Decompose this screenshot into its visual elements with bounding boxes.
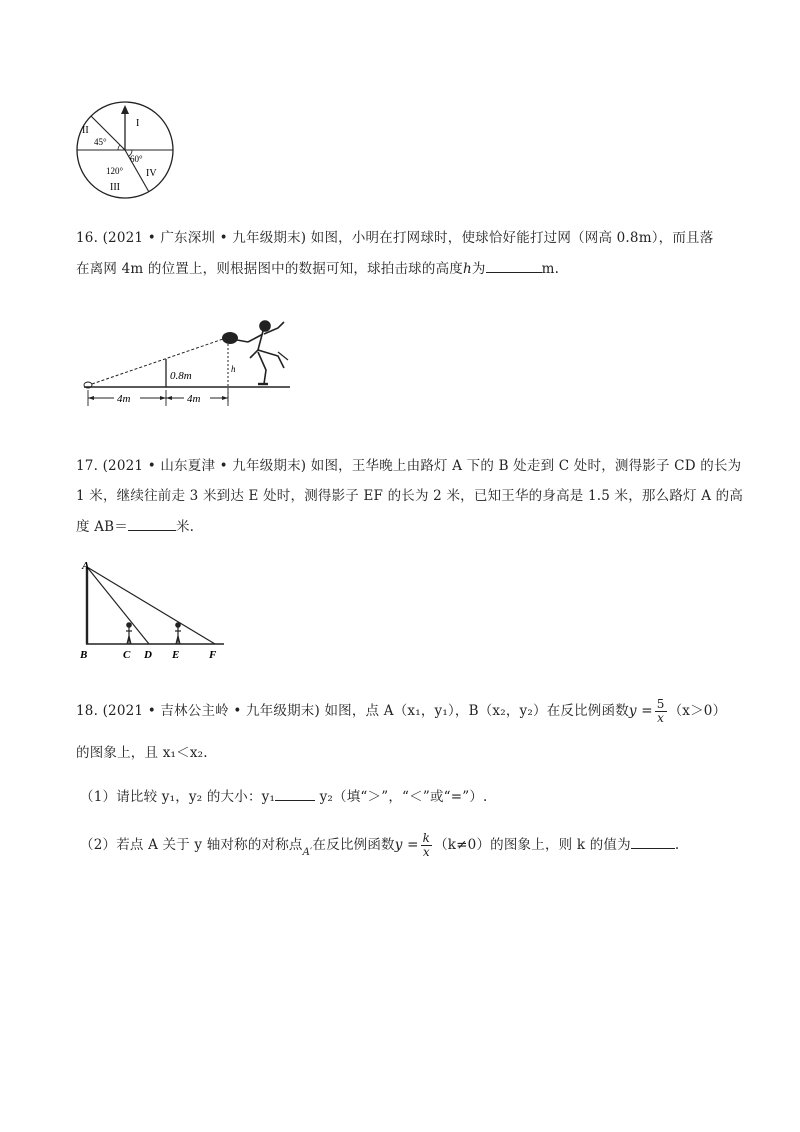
q17-text-2: 1 米，继续往前走 3 米到达 E 处时，测得影子 EF 的长为 2 米，已知王华的身高是 1.5 米，那么路灯 A 的高 (76, 488, 744, 504)
q18-text-3: 的图象上，且 x₁＜x₂. (76, 745, 208, 761)
q18-point-A-prime: A′ (302, 847, 313, 858)
q18-sub2-text-2: 在反比例函数 (312, 837, 395, 853)
q17-line3 (76, 516, 194, 537)
q18-text-1: (2021 • 吉林公主岭 • 九年级期末) 如图，点 A（x₁，y₁），B（x₂，y₂）在反比例函数 (102, 703, 629, 719)
q17-line2 (76, 486, 743, 506)
label-I: I (136, 118, 140, 129)
label-E: E (172, 649, 180, 661)
angle-60-label: 60° (130, 154, 143, 164)
q18-sub1-answer-blank[interactable] (275, 786, 315, 801)
label-III: III (110, 182, 120, 193)
q16-text-3: 为 (471, 261, 486, 277)
arrow-head-icon (121, 105, 129, 114)
label-F: F (209, 649, 217, 661)
q18-y-eq-2: y = (394, 837, 419, 853)
q18-fraction-k-over-x: $\frac{k}{x}$ (422, 831, 431, 859)
q18-y-eq: y = (628, 703, 653, 719)
label-A: A (82, 560, 90, 572)
q17-text-4: 米. (175, 519, 195, 535)
lamp-figure (76, 558, 226, 662)
q18-number: 18. (76, 703, 99, 719)
tennis-figure (80, 312, 300, 408)
q16-var-h: h (462, 261, 472, 277)
angle-45-label: 45° (94, 137, 107, 147)
label-IV: IV (146, 168, 157, 179)
angle-arc-45 (118, 145, 120, 150)
q17-line1 (76, 456, 741, 476)
player-icon (248, 321, 288, 384)
label-C: C (123, 649, 131, 661)
spinner-figure (70, 100, 180, 202)
q16-text-2: 在离网 4m 的位置上，则根据图中的数据可知，球拍击球的高度 (76, 261, 463, 277)
q18-line2 (76, 743, 208, 763)
q17-text-1: (2021 • 山东夏津 • 九年级期末) 如图，王华晚上由路灯 A 下的 B 处走到 C 处时，测得影子 CD 的长为 (102, 458, 742, 474)
angle-120-label: 120° (106, 166, 124, 176)
net-height-label: 0.8m (170, 370, 192, 382)
ball-trajectory (92, 338, 226, 384)
dist-label-1: 4m (117, 393, 131, 405)
racket-icon (222, 332, 238, 344)
q16-line2 (76, 258, 559, 279)
q18-sub1-text-1: （1）请比较 y₁，y₂ 的大小：y₁ (80, 789, 276, 805)
q18-text-2: （x＞0） (668, 703, 727, 719)
q18-sub2-end: . (674, 837, 680, 853)
q16-number: 16. (76, 230, 99, 246)
q18-sub2-answer-blank[interactable] (631, 834, 675, 849)
label-D: D (144, 649, 152, 661)
label-B: B (80, 649, 88, 661)
q18-sub1-text-2: y₂（填“＞”，“＜”或“=”）. (319, 789, 488, 805)
q17-number: 17. (76, 458, 99, 474)
q16-unit: m. (541, 261, 560, 277)
label-II: II (82, 125, 89, 136)
q18-line1 (76, 696, 726, 726)
q17-answer-blank[interactable] (128, 516, 176, 531)
q16-line1 (76, 228, 713, 248)
h-label: h (231, 364, 236, 374)
q17-text-3: 度 AB＝ (76, 519, 128, 535)
q18-sub2-text-1: （2）若点 A 关于 y 轴对称的对称点 (80, 837, 303, 853)
q18-fraction-5-over-x: $\frac{5}{x}$ (656, 697, 665, 725)
q18-sub2 (80, 830, 679, 868)
dist-label-2: 4m (187, 393, 201, 405)
q18-sub1 (80, 786, 488, 807)
q18-sub2-text-3: （k≠0）的图象上，则 k 的值为 (434, 837, 631, 853)
q16-answer-blank[interactable] (486, 258, 542, 273)
q16-text-1: (2021 • 广东深圳 • 九年级期末) 如图，小明在打网球时，使球恰好能打过网（网高 0.8m），而且落 (102, 230, 714, 246)
